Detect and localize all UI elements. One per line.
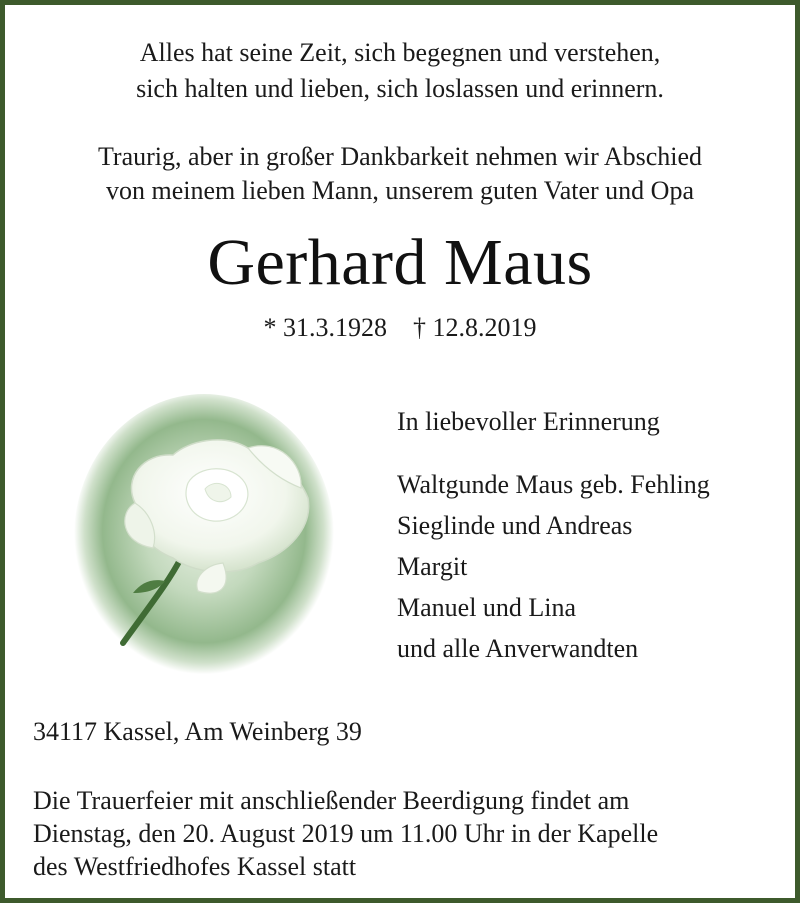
mourners-list bbox=[397, 464, 710, 669]
memory-label: In liebevoller Erinnerung bbox=[397, 407, 660, 436]
funeral-notice bbox=[33, 784, 769, 883]
life-dates bbox=[5, 311, 795, 345]
intro-line-2: von meinem lieben Mann, unserem guten Vater und Opa bbox=[106, 176, 694, 205]
intro-line-1: Traurig, aber in großer Dankbarkeit nehmen wir Abschied bbox=[97, 142, 703, 171]
death-date: † 12.8.2019 bbox=[413, 313, 537, 342]
funeral-line-3: des Westfriedhofes Kassel statt bbox=[33, 852, 357, 881]
birth-date: * 31.3.1928 bbox=[263, 313, 387, 342]
rose-image bbox=[73, 393, 335, 681]
list-item: Margit bbox=[397, 552, 468, 581]
list-item: Waltgunde Maus geb. Fehling bbox=[397, 470, 710, 499]
verse-line-1: Alles hat seine Zeit, sich begegnen und verstehen, bbox=[139, 38, 661, 67]
funeral-line-2: Dienstag, den 20. August 2019 um 11.00 Uhr in der Kapelle bbox=[33, 819, 659, 848]
intro-text bbox=[5, 140, 795, 208]
list-item: Manuel und Lina bbox=[397, 593, 577, 622]
deceased-name: Gerhard Maus bbox=[207, 226, 593, 299]
verse bbox=[5, 35, 795, 107]
verse-line-2: sich halten und lieben, sich loslassen und erinnern. bbox=[136, 74, 664, 103]
funeral-line-1: Die Trauerfeier mit anschließender Beerdigung findet am bbox=[33, 786, 630, 815]
list-item: Sieglinde und Andreas bbox=[397, 511, 633, 540]
white-rose-icon bbox=[73, 393, 335, 681]
address: 34117 Kassel, Am Weinberg 39 bbox=[33, 717, 362, 746]
list-item: und alle Anverwandten bbox=[397, 634, 639, 663]
